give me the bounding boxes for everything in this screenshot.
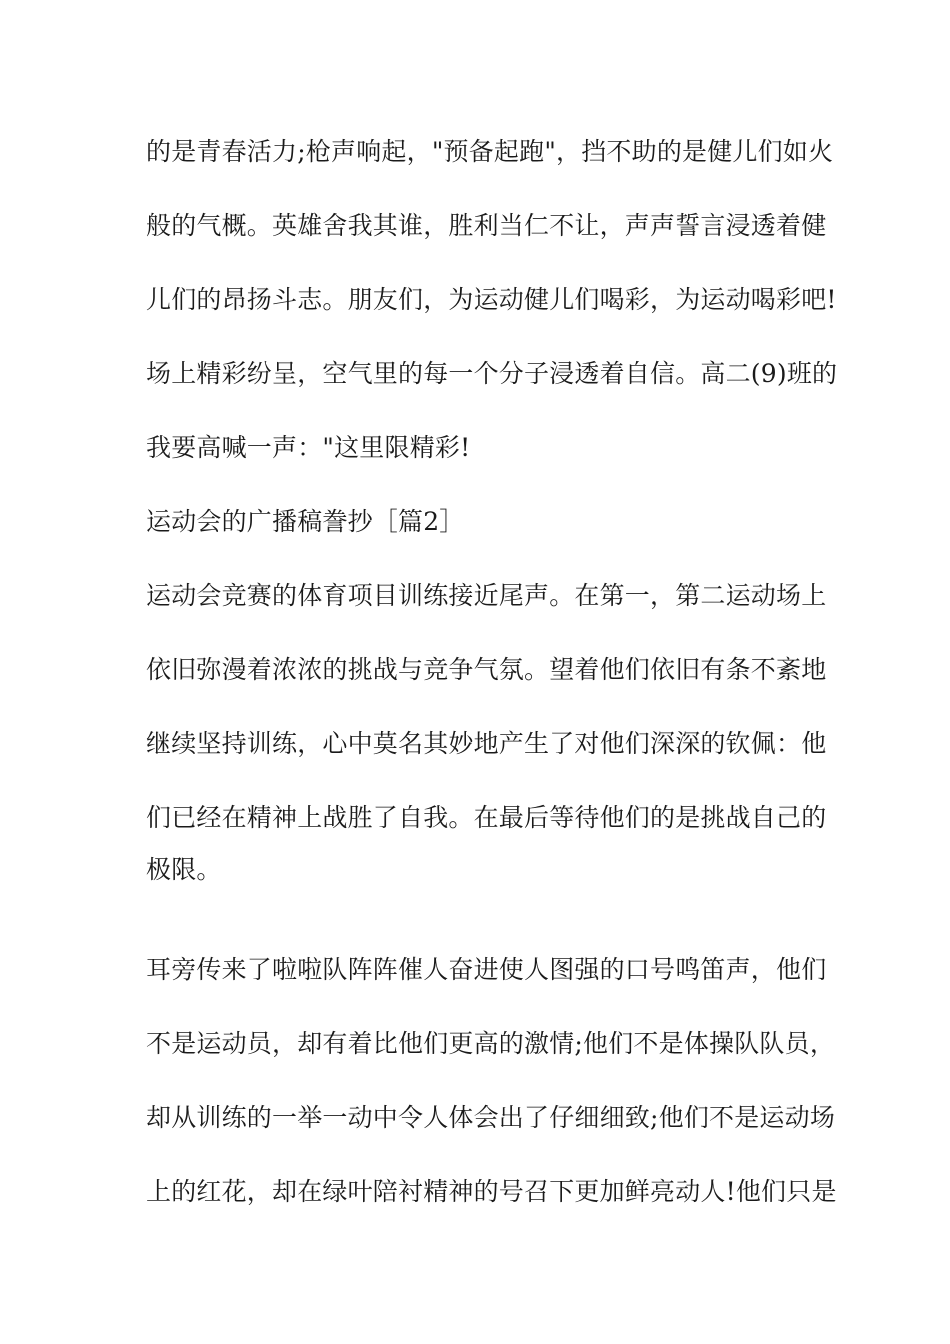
text-line: 继续坚持训练，心中莫名其妙地产生了对他们深深的钦佩：他 (146, 729, 827, 758)
text-line: 依旧弥漫着浓浓的挑战与竞争气氛。望着他们依旧有条不紊地 (146, 655, 827, 684)
text-line: 极限。 (146, 855, 222, 884)
section-heading: 运动会的广播稿誊抄［篇2］ (146, 507, 465, 536)
text-line: 场上精彩纷呈，空气里的每一个分子浸透着自信。高二(9)班的 (146, 359, 838, 388)
text-line: 般的气概。英雄舍我其谁，胜利当仁不让，声声誓言浸透着健 (146, 211, 827, 240)
text-line: 运动会竞赛的体育项目训练接近尾声。在第一，第二运动场上 (146, 581, 827, 610)
text-line: 儿们的昂扬斗志。朋友们，为运动健儿们喝彩，为运动喝彩吧! (146, 285, 837, 314)
text-line: 不是运动员，却有着比他们更高的激情;他们不是体操队队员， (146, 1029, 836, 1058)
text-line: 们已经在精神上战胜了自我。在最后等待他们的是挑战自己的 (146, 803, 827, 832)
text-line: 我要高喊一声："这里限精彩! (146, 433, 471, 462)
text-line: 上的红花，却在绿叶陪衬精神的号召下更加鲜亮动人!他们只是 (146, 1177, 837, 1206)
text-line: 耳旁传来了啦啦队阵阵催人奋进使人图强的口号鸣笛声，他们 (146, 955, 827, 984)
text-line: 却从训练的一举一动中令人体会出了仔细细致;他们不是运动场 (146, 1103, 836, 1132)
text-line: 的是青春活力;枪声响起，"预备起跑"，挡不助的是健儿们如火 (146, 137, 834, 166)
